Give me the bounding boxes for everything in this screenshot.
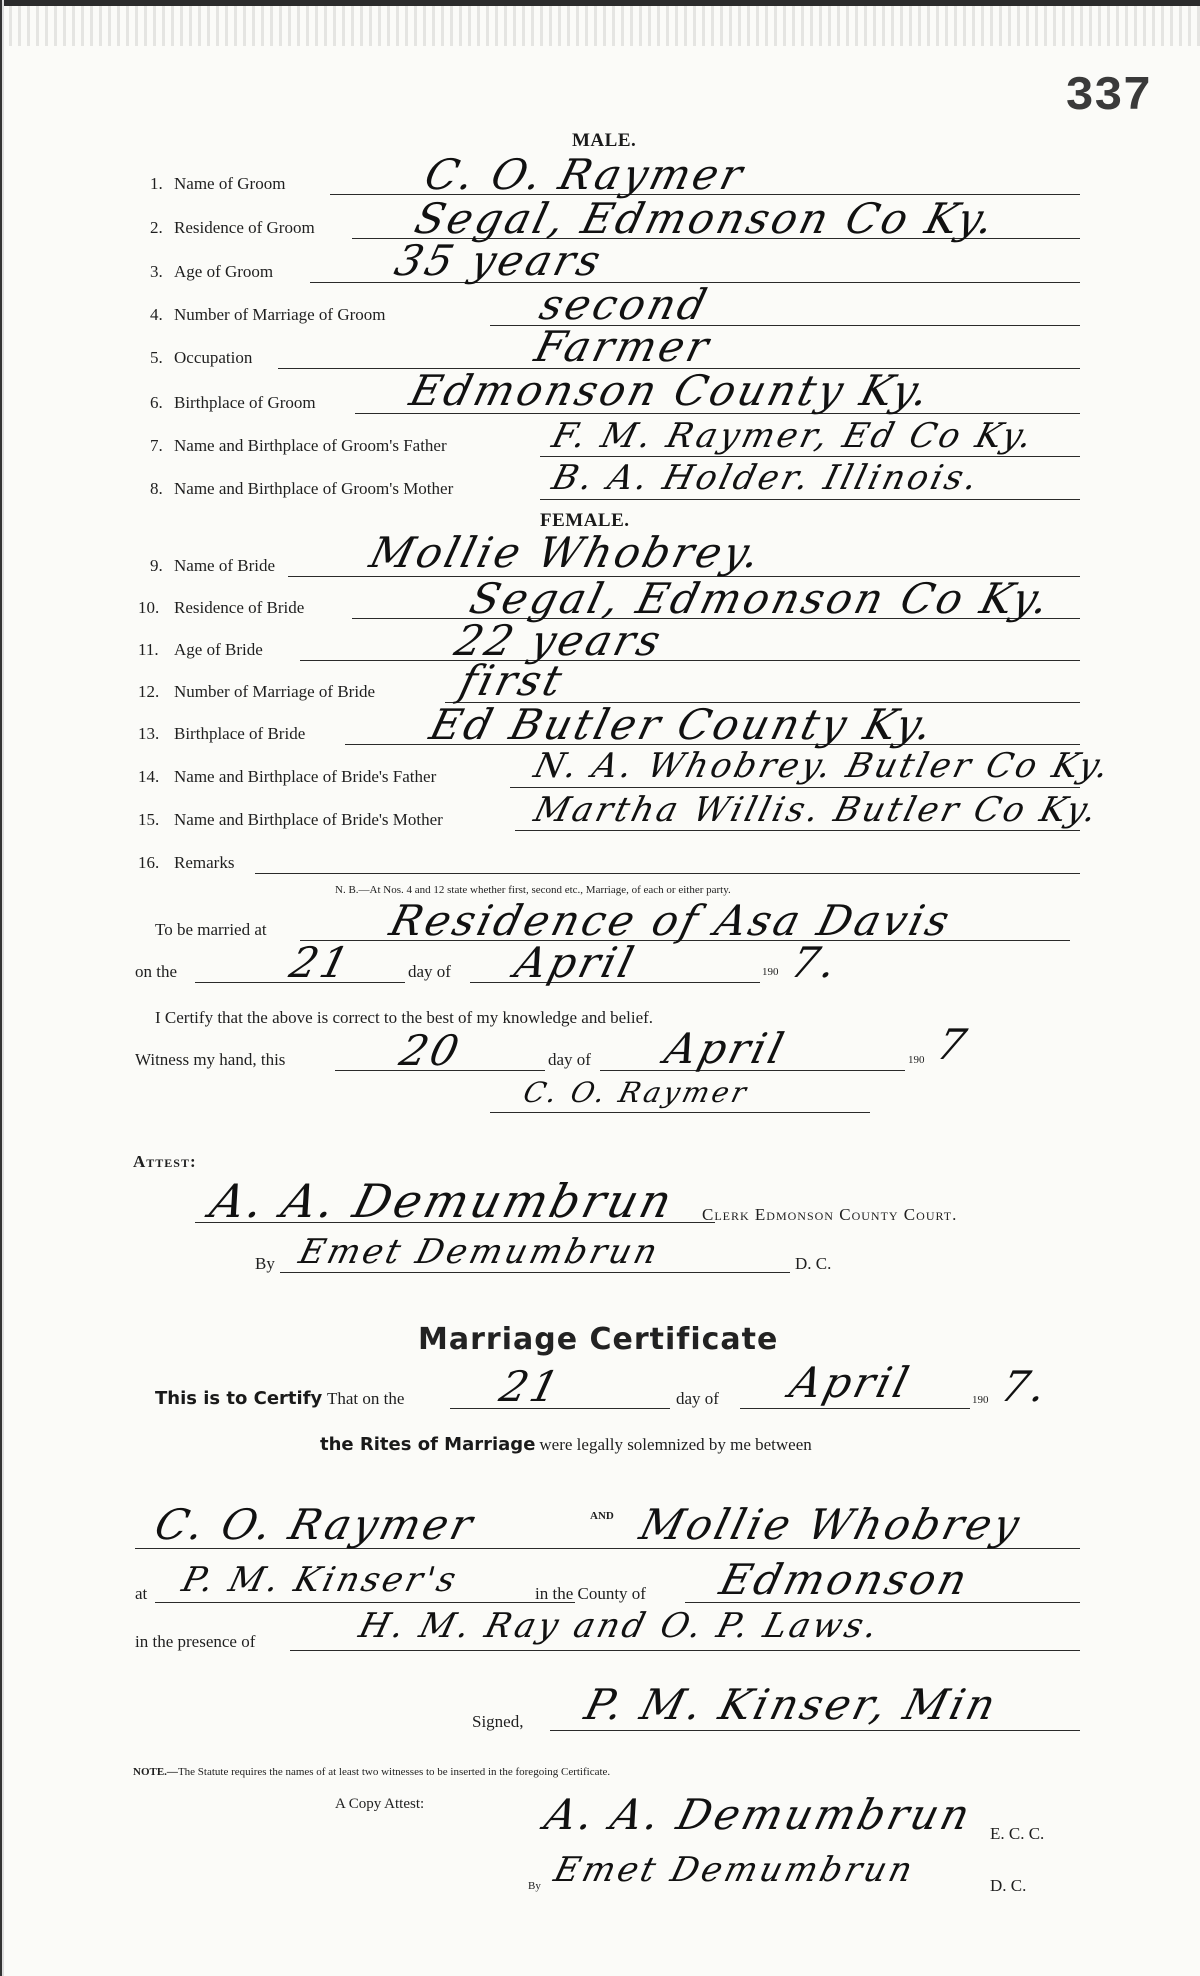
certificate-day-value: 21 [495,1362,567,1411]
row-number: 4. [150,305,163,324]
row-number: 3. [150,262,163,281]
field-label: Residence of Groom [174,218,315,237]
scan-border-top [0,0,1200,46]
witness-year-prefix: 190 [908,1054,925,1066]
certify-text: I Certify that the above is correct to the best of my knowledge and belief. [155,1008,654,1027]
certificate-title: Marriage Certificate [418,1322,779,1357]
deputy-signature: Emet Demumbrun [295,1232,665,1272]
certificate-year-prefix: 190 [972,1394,989,1406]
row-number: 2. [150,218,163,237]
groom-name-value: C. O. Raymer [420,150,751,199]
certificate-year-suffix: 7. [996,1362,1055,1411]
row-number: 5. [150,348,163,367]
that-on-label: That on the [327,1389,405,1408]
rites-statement [320,1434,812,1455]
row-number: 13. [138,724,160,743]
year-prefix: 190 [762,966,779,978]
on-the-label: on the [135,962,178,981]
clerk-signature: A. A. Demumbrun [205,1174,681,1228]
groom-residence-value: Segal, Edmonson Co Ky. [410,194,1002,243]
certificate-month-value: April [785,1358,917,1407]
presence-label: in the presence of [135,1632,256,1651]
signed-label: Signed, [472,1712,524,1731]
copy-by-label: By [528,1880,541,1892]
bride-name-value: Mollie Whobrey. [365,528,768,577]
row-number: 11. [138,640,159,659]
field-label: Birthplace of Bride [174,724,306,743]
field-label: Age of Groom [174,262,274,281]
clerk-title: Clerk Edmonson County Court. [702,1205,958,1224]
ceremony-county: Edmonson [715,1555,975,1604]
bride-birthplace-value: Ed Butler County Ky. [425,700,941,749]
to-be-married-label: To be married at [155,920,267,939]
scan-border-left [0,0,14,1976]
certificate-day-of-label: day of [676,1389,719,1408]
groom-birthplace-value: Edmonson County Ky. [405,366,937,415]
witness-day-value: 20 [395,1026,467,1075]
field-label: Birthplace of Groom [174,393,316,412]
groom-age-value: 35 years [390,236,609,285]
day-of-label: day of [408,962,451,981]
field-label: Name and Birthplace of Bride's Father [174,767,437,786]
witness-month-value: April [660,1024,792,1073]
row-number: 14. [138,767,160,786]
planned-month-value: April [510,938,642,987]
row-number: 8. [150,479,163,498]
section-heading-female: FEMALE. [540,510,630,531]
field-label: Residence of Bride [174,598,305,617]
field-label: Remarks [174,853,235,872]
bride-mother-value: Martha Willis. Butler Co Ky. [530,790,1104,830]
row-number: 15. [138,810,160,829]
at-label: at [135,1584,148,1603]
row-number: 1. [150,174,163,193]
page-number: 337 [1065,70,1152,124]
groom-marriage-number-value: second [535,280,715,329]
officiant-signature: P. M. Kinser, Min [580,1680,1004,1729]
party-two-name: Mollie Whobrey [635,1500,1028,1549]
bride-father-value: N. A. Whobrey. Butler Co Ky. [530,746,1116,786]
rites-rest: were legally solemnized by me between [539,1435,812,1454]
field-label: Name and Birthplace of Groom's Father [174,436,447,455]
witness-label: Witness my hand, this [135,1050,286,1069]
row-number: 7. [150,436,163,455]
row-number: 12. [138,682,160,701]
and-label: AND [590,1510,614,1522]
deputy-dc-label: D. C. [795,1254,832,1273]
field-label: Number of Marriage of Groom [174,305,386,324]
marriage-location-value: Residence of Asa Davis [385,896,958,945]
statute-note-lead: NOTE.— [133,1766,178,1778]
witness-day-of-label: day of [548,1050,591,1069]
groom-signature: C. O. Raymer [520,1076,753,1109]
bride-age-value: 22 years [450,616,669,665]
field-label: Number of Marriage of Bride [174,682,376,701]
attest-label: Attest: [133,1152,197,1171]
copy-clerk-signature: A. A. Demumbrun [540,1790,978,1839]
planned-year-suffix: 7. [786,938,845,987]
copy-attest-label: A Copy Attest: [335,1796,425,1812]
section-heading-male: MALE. [572,130,637,151]
row-number: 10. [138,598,160,617]
statute-note [133,1766,610,1778]
copy-deputy-signature: Emet Demumbrun [550,1850,920,1890]
bride-residence-value: Segal, Edmonson Co Ky. [465,574,1057,623]
field-label: Age of Bride [174,640,263,659]
copy-dc-label: D. C. [990,1876,1027,1895]
county-label: in the County of [535,1584,646,1603]
groom-father-value: F. M. Raymer, Ed Co Ky. [548,416,1040,456]
field-label: Name of Bride [174,556,276,575]
field-label: Name and Birthplace of Bride's Mother [174,810,443,829]
groom-mother-value: B. A. Holder. Illinois. [548,458,985,498]
field-label: Occupation [174,348,253,367]
certificate-lead: This is to Certify [155,1388,323,1409]
bride-marriage-number-value: first [455,656,570,705]
copy-ecc-label: E. C. C. [990,1824,1045,1843]
row-number: 9. [150,556,163,575]
nb-note: N. B.—At Nos. 4 and 12 state whether first, second etc., Marriage, of each or either party. [335,884,731,896]
by-label: By [255,1254,275,1273]
witness-year-suffix: 7 [932,1020,974,1069]
party-one-name: C. O. Raymer [150,1500,481,1549]
field-label: Name of Groom [174,174,286,193]
planned-day-value: 21 [285,938,357,987]
row-number: 6. [150,393,163,412]
field-label: Name and Birthplace of Groom's Mother [174,479,454,498]
rites-bold: the Rites of Marriage [320,1434,536,1455]
statute-note-text: The Statute requires the names of at least two witnesses to be inserted in the foregoing Certificate. [177,1766,611,1778]
occupation-value: Farmer [530,322,717,371]
row-number: 16. [138,853,160,872]
ceremony-place: P. M. Kinser's [178,1560,463,1600]
witnesses-value: H. M. Ray and O. P. Laws. [355,1606,885,1646]
